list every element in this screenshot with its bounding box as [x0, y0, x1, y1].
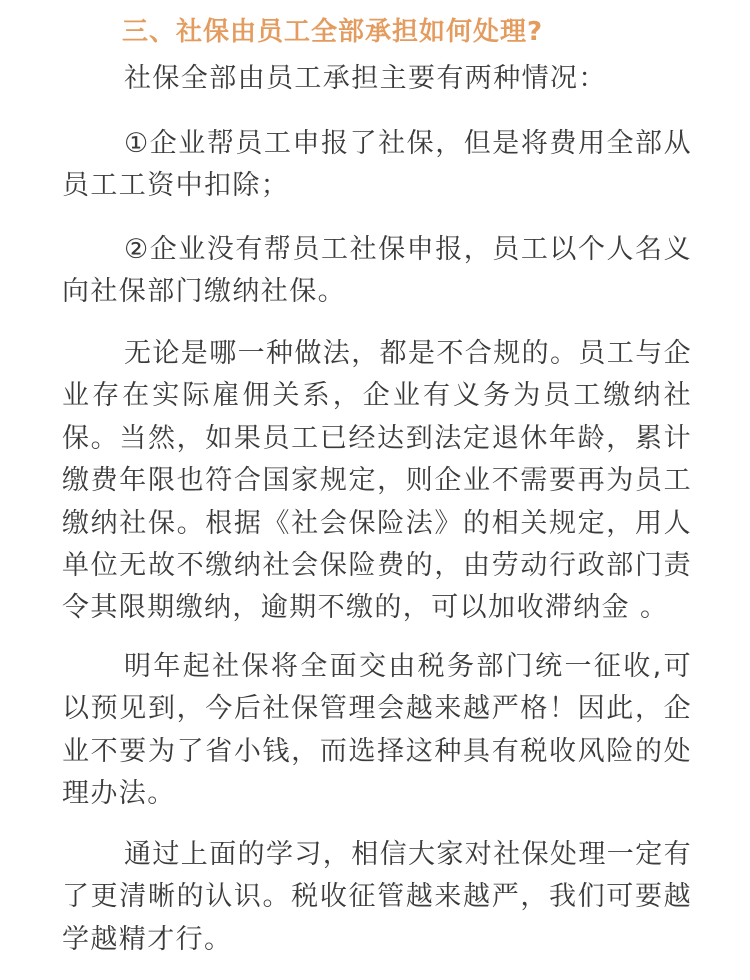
- paragraph-compliance: 无论是哪一种做法，都是不合规的。员工与企业存在实际雇佣关系，企业有义务为员工缴纳社保。当然，如果员工已经达到法定退休年龄，累计缴费年限也符合国家规定，则企业不需要再为员工缴纳社保。根据《社会保险法》的相关规定，用人单位无故不缴纳社会保险费的，由劳动行政部门责令其限期缴纳，逾期不缴的，可以加收滞纳金 。: [62, 338, 692, 624]
- section-heading: 三、社保由员工全部承担如何处理?: [122, 17, 544, 47]
- paragraph-case-2: ②企业没有帮员工社保申报，员工以个人名义向社保部门缴纳社保。: [62, 234, 692, 308]
- paragraph-tax-collection: 明年起社保将全面交由税务部门统一征收,可以预见到，今后社保管理会越来越严格！因此，企业不要为了省小钱，而选择这种具有税收风险的处理办法。: [62, 651, 692, 810]
- paragraph-intro: 社保全部由员工承担主要有两种情况：: [124, 63, 607, 94]
- paragraph-conclusion: 通过上面的学习，相信大家对社保处理一定有了更清晰的认识。税收征管越来越严，我们可要越学越精才行。: [62, 839, 692, 955]
- paragraph-case-1: ①企业帮员工申报了社保，但是将费用全部从员工工资中扣除；: [62, 128, 692, 202]
